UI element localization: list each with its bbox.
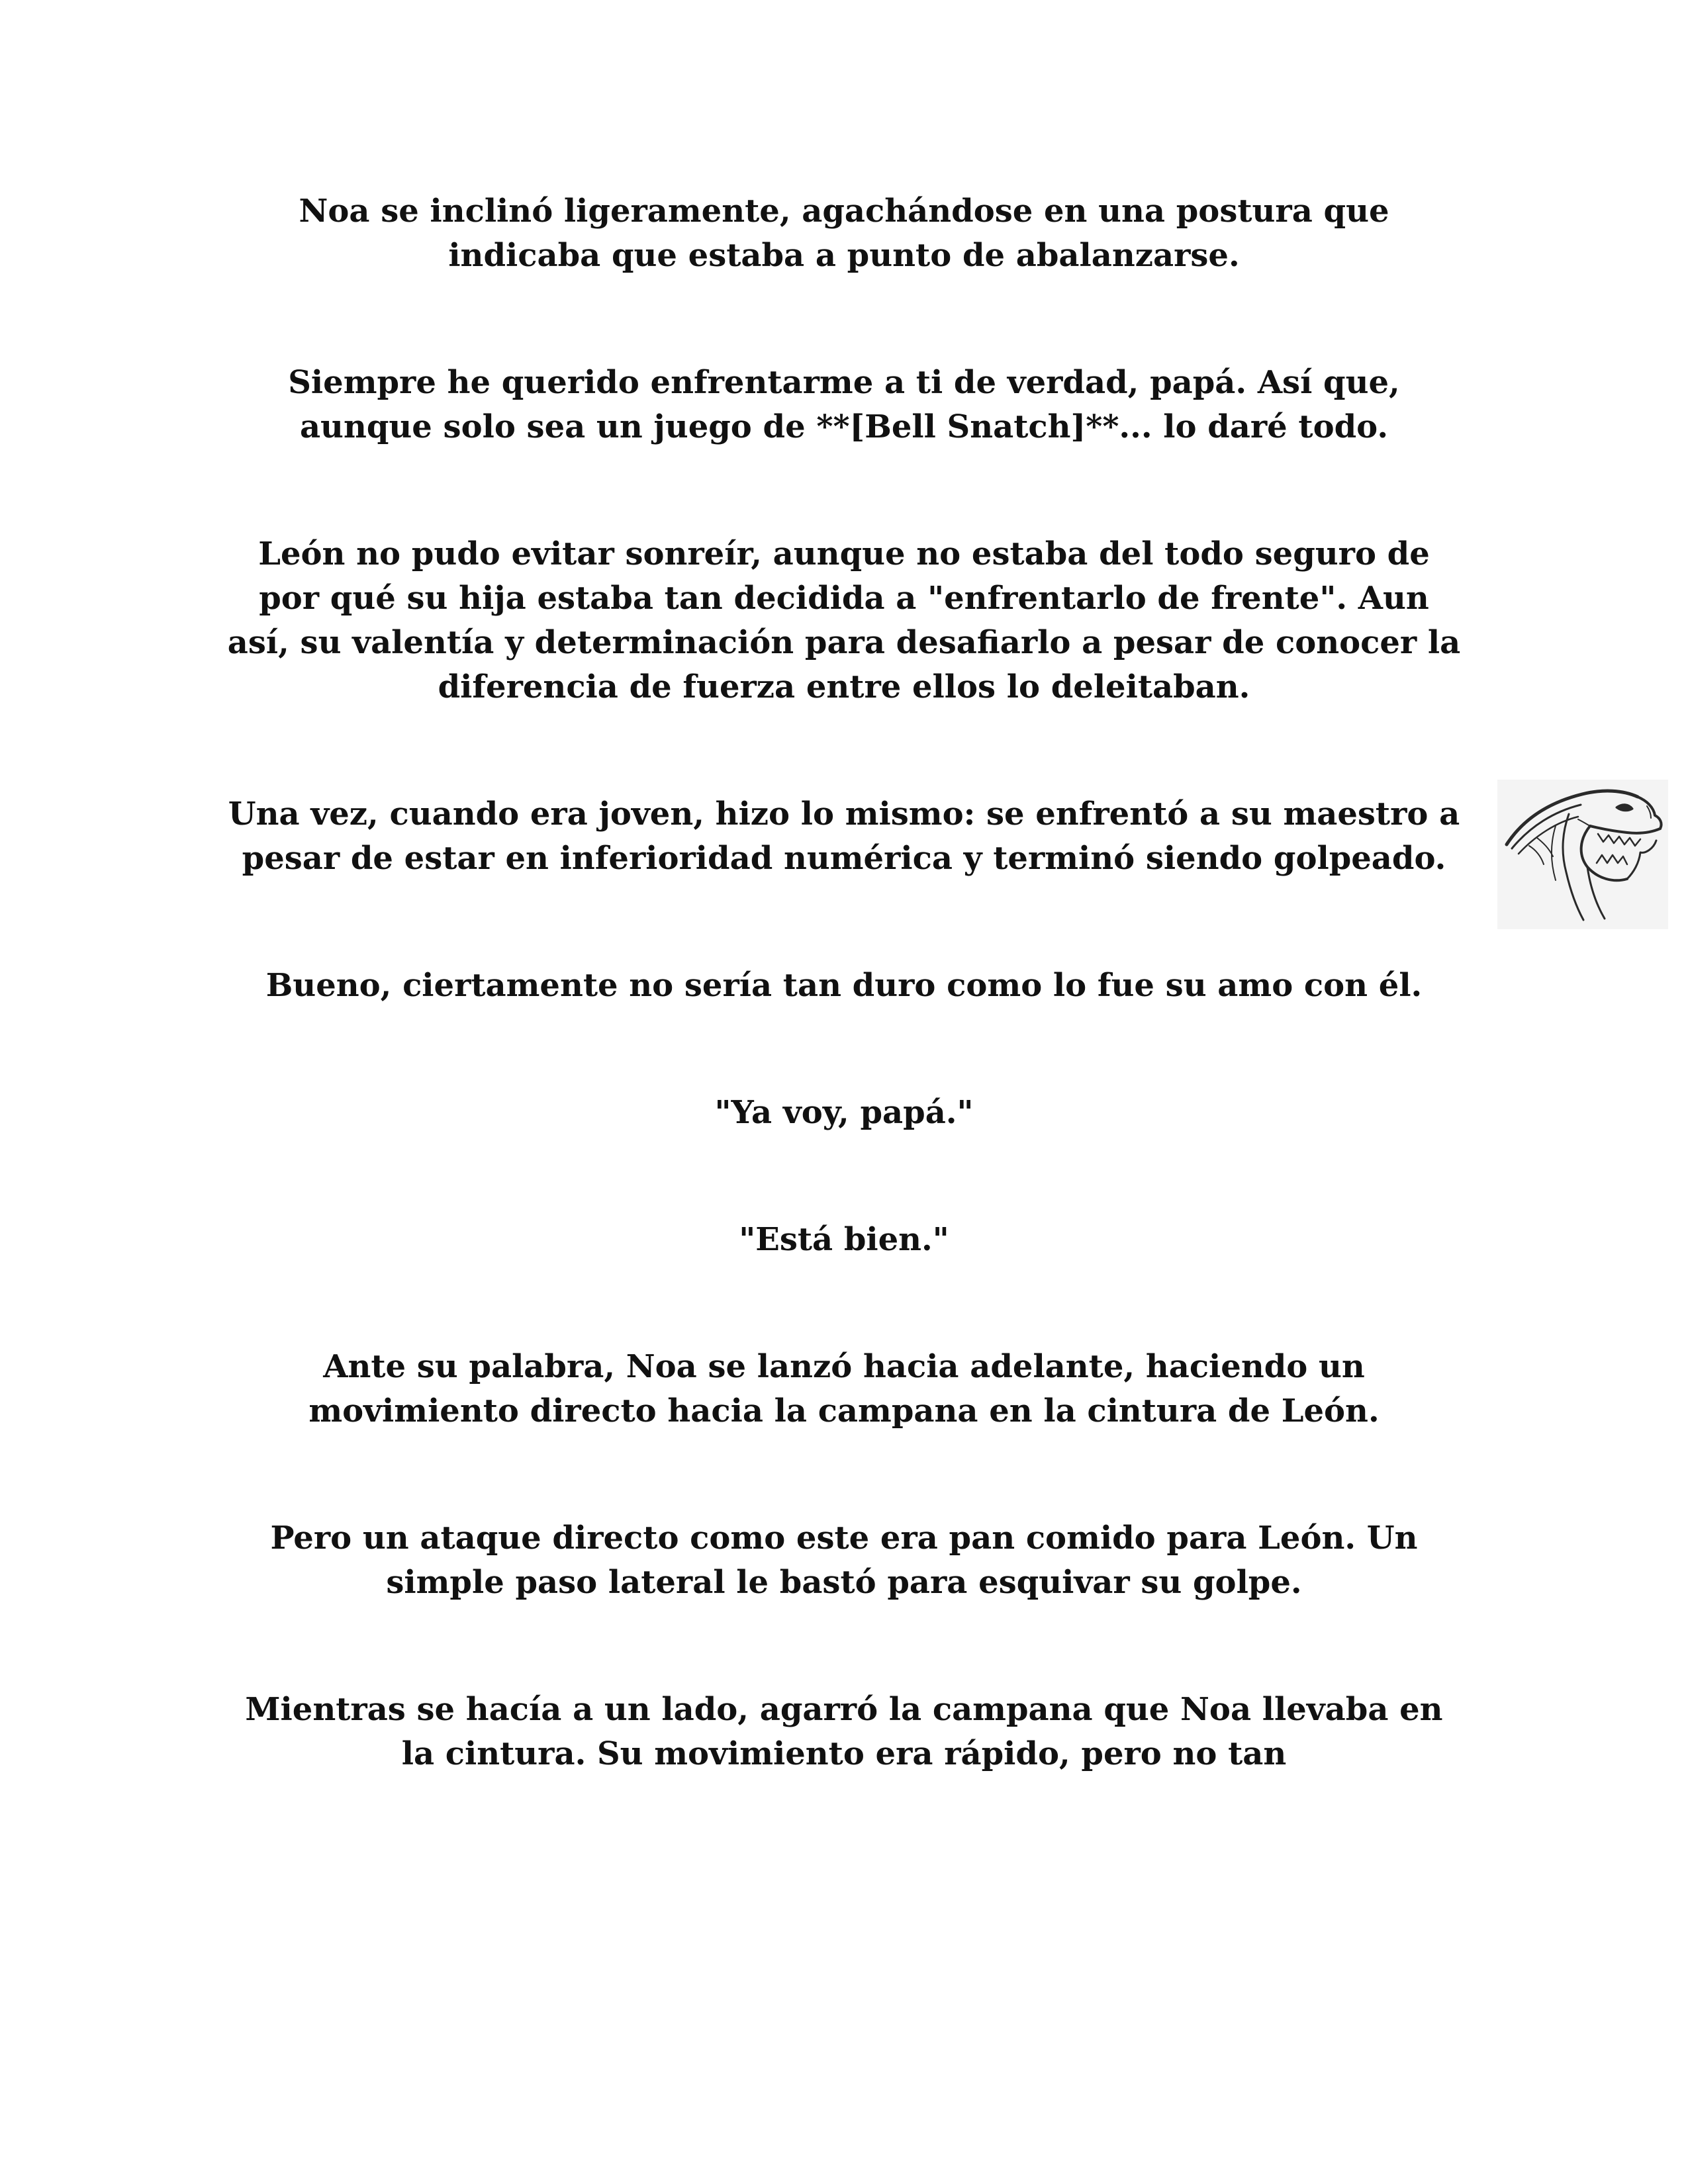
paragraph-10: Mientras se hacía a un lado, agarró la campana que Noa llevaba en la cintura. Su movimiento era rápido, pero no tan — [245, 1691, 1443, 1772]
paragraph-1: Noa se inclinó ligeramente, agachándose en una postura que indicaba que estaba a punto de abalanzarse. — [299, 193, 1389, 274]
dinosaur-head-sketch-icon — [1497, 780, 1668, 929]
paragraph-7: "Está bien." — [739, 1221, 949, 1258]
paragraph-9: Pero un ataque directo como este era pan comido para León. Un simple paso lateral le bastó para esquivar su golpe. — [270, 1520, 1418, 1601]
story-text — [225, 189, 1463, 1776]
paragraph-4: Una vez, cuando era joven, hizo lo mismo: se enfrentó a su maestro a pesar de estar en inferioridad numérica y terminó siendo golpeado. — [228, 796, 1460, 877]
paragraph-5: Bueno, ciertamente no sería tan duro como lo fue su amo con él. — [265, 967, 1423, 1004]
paragraph-8: Ante su palabra, Noa se lanzó hacia adelante, haciendo un movimiento directo hacia la campana en la cintura de León. — [308, 1348, 1380, 1430]
paragraph-3: León no pudo evitar sonreír, aunque no estaba del todo seguro de por qué su hija estaba tan decidida a "enfrentarlo de frente". Aun así, su valentía y determinación para desafiarlo a pesar de conocer la diferencia de fuerza entre ellos lo deleitaban. — [227, 535, 1461, 705]
paragraph-6: "Ya voy, papá." — [714, 1094, 974, 1131]
paragraph-2: Siempre he querido enfrentarme a ti de verdad, papá. Así que, aunque solo sea un juego de **[Bell Snatch]**... lo daré todo. — [288, 364, 1400, 445]
